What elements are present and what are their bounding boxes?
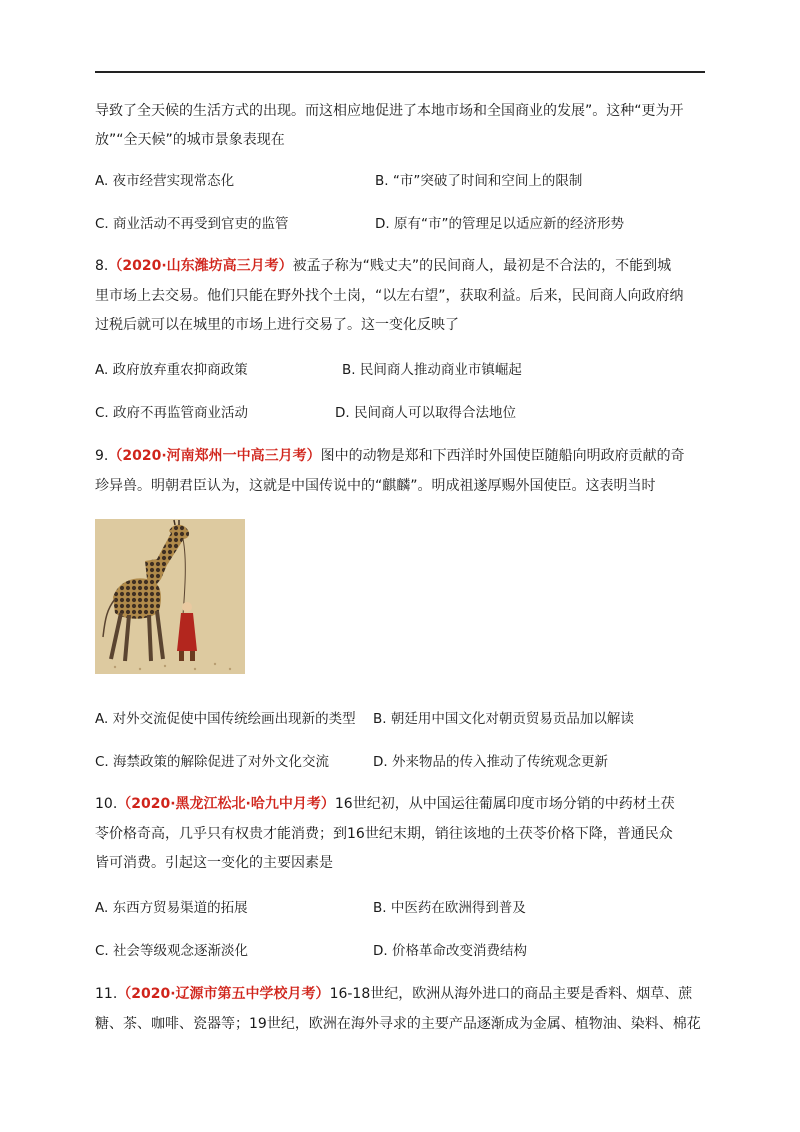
q11-stem-line-1 [95,984,692,1004]
q7-stem-line-1: 导致了全天候的生活方式的出现。而这相应地促进了本地市场和全国商业的发展”。这种“更为开 [95,103,684,119]
q9-option-a[interactable]: A. 对外交流促使中国传统绘画出现新的类型 [95,711,356,727]
q11-stem-text: 16-18世纪，欧洲从海外进口的商品主要是香料、烟草、蔗 [329,986,693,1002]
q10-option-c[interactable]: C. 社会等级观念逐渐淡化 [95,943,249,959]
q11-stem-line-2: 糖、茶、咖啡、瓷器等；19世纪，欧洲在海外寻求的主要产品逐渐成为金属、植物油、染料、棉花 [95,1016,701,1032]
q8-option-d[interactable]: D. 民间商人可以取得合法地位 [335,405,516,421]
q10-option-b[interactable]: B. 中医药在欧洲得到普及 [373,900,526,916]
q8-stem-text: 被孟子称为“贱丈夫”的民间商人，最初是不合法的，不能到城 [292,258,672,274]
q8-option-a[interactable]: A. 政府放弃重农抑商政策 [95,362,248,378]
q10-stem-text: 16世纪初，从中国运往葡属印度市场分销的中药材土茯 [334,796,675,812]
q9-stem-line-1 [95,446,685,466]
q10-source: （2020·黑龙江松北·哈九中月考） [117,796,335,812]
q10-number: 10. [95,796,118,812]
q7-option-d[interactable]: D. 原有“市”的管理足以适应新的经济形势 [375,216,624,232]
q9-number: 9. [95,448,109,464]
q7-option-b[interactable]: B. “市”突破了时间和空间上的限制 [375,173,583,189]
q8-option-c[interactable]: C. 政府不再监管商业活动 [95,405,249,421]
q10-stem-line-1 [95,794,675,814]
q10-stem-line-2: 苓价格奇高，几乎只有权贵才能消费；到16世纪末期，销往该地的土茯苓价格下降，普通民众 [95,826,673,842]
q8-option-b[interactable]: B. 民间商人推动商业市镇崛起 [342,362,522,378]
q8-number: 8. [95,258,109,274]
q10-option-d[interactable]: D. 价格革命改变消费结构 [373,943,527,959]
q8-stem-line-1 [95,256,671,276]
q10-stem-line-3: 皆可消费。引起这一变化的主要因素是 [95,855,333,871]
giraffe-painting-icon [95,519,245,674]
q8-source: （2020·山东潍坊高三月考） [108,258,293,274]
q10-option-a[interactable]: A. 东西方贸易渠道的拓展 [95,900,248,916]
q9-option-d[interactable]: D. 外来物品的传入推动了传统观念更新 [373,754,608,770]
q9-source: （2020·河南郑州一中高三月考） [108,448,321,464]
q7-option-a[interactable]: A. 夜市经营实现常态化 [95,173,235,189]
q11-number: 11. [95,986,118,1002]
q11-source: （2020·辽源市第五中学校月考） [117,986,330,1002]
q9-option-b[interactable]: B. 朝廷用中国文化对朝贡贸易贡品加以解读 [373,711,634,727]
header-rule [95,71,705,73]
q9-stem-text: 图中的动物是郑和下西洋时外国使臣随船向明政府贡献的奇 [320,448,685,464]
q9-stem-line-2: 珍异兽。明朝君臣认为，这就是中国传说中的“麒麟”。明成祖遂厚赐外国使臣。这表明当时 [95,478,656,494]
q7-stem-line-2: 放”“全天候”的城市景象表现在 [95,132,285,148]
q8-stem-line-2: 里市场上去交易。他们只能在野外找个土岗，“以左右望”，获取利益。后来，民间商人向政府纳 [95,288,684,304]
q7-option-c[interactable]: C. 商业活动不再受到官吏的监管 [95,216,289,232]
q9-option-c[interactable]: C. 海禁政策的解除促进了对外文化交流 [95,754,330,770]
q8-stem-line-3: 过税后就可以在城里的市场上进行交易了。这一变化反映了 [95,317,459,333]
